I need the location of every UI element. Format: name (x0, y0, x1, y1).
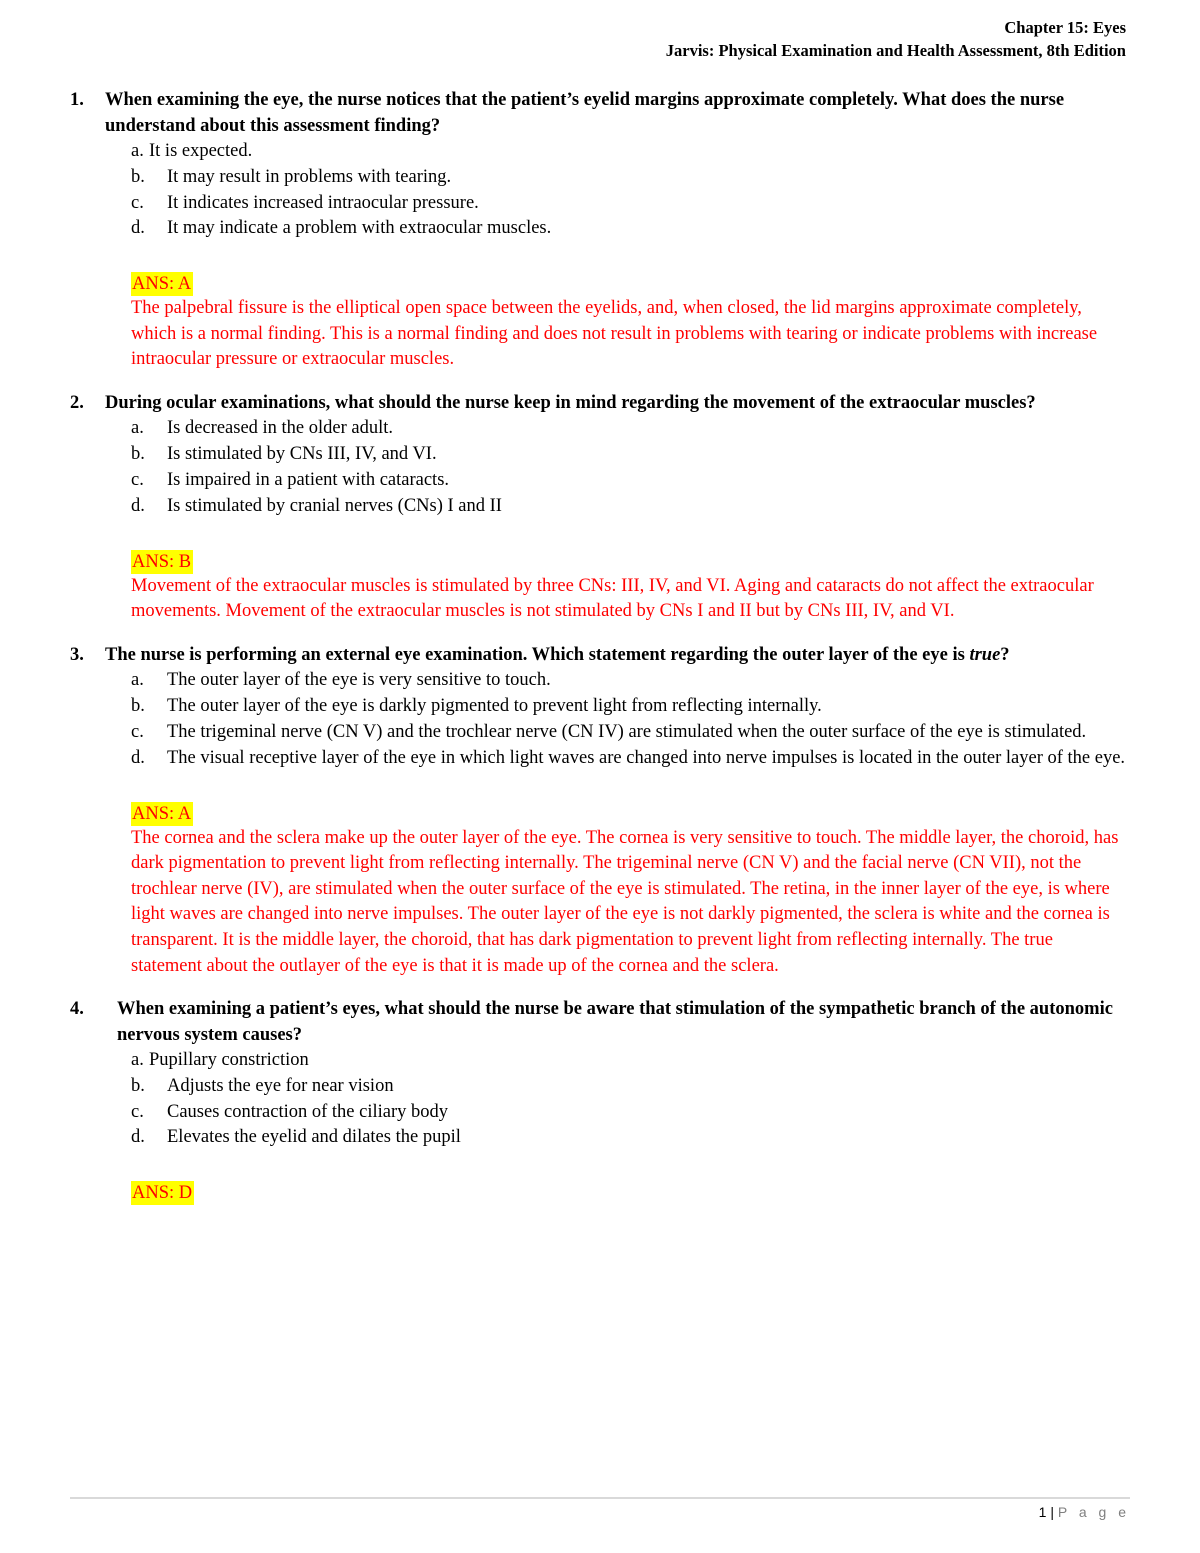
footer-divider (70, 1497, 1130, 1499)
option-letter: c. (131, 470, 144, 491)
option-text: The outer layer of the eye is very sensitive to touch. (167, 670, 551, 691)
question-text: When examining a patient’s eyes, what should the nurse be aware that stimulation of the sympathetic branch of the autonomic nervous system causes? (117, 999, 1113, 1045)
question-stem (70, 997, 1130, 1048)
option-text: It is expected. (149, 141, 253, 161)
option-d (131, 1125, 1130, 1151)
option-text: Pupillary constriction (149, 1050, 309, 1071)
option-d (131, 494, 1130, 520)
option-text: Causes contraction of the ciliary body (167, 1101, 449, 1122)
option-text: The outer layer of the eye is darkly pigmented to prevent light from reflecting internally. (167, 696, 822, 717)
page-header (666, 16, 1126, 62)
option-letter: d. (131, 495, 145, 516)
option-letter: d. (131, 1127, 145, 1148)
option-text: Elevates the eyelid and dilates the pupil (167, 1127, 461, 1148)
answer-block (131, 1181, 1130, 1205)
option-list (131, 668, 1130, 771)
question-3 (70, 643, 1130, 979)
answer-block (131, 802, 1130, 980)
option-c (131, 468, 1130, 494)
question-number: 3. (70, 644, 84, 665)
option-b (131, 1074, 1130, 1100)
option-text: Is stimulated by CNs III, IV, and VI. (167, 444, 437, 465)
option-list (131, 139, 1130, 242)
answer-rationale: Movement of the extraocular muscles is stimulated by three CNs: III, IV, and VI. Aging and cataracts do not affect the extraocular movements. Movement of the extraocular muscles is not stimulated by CNs I and II but by CNs III, IV, and VI. (131, 575, 1094, 622)
book-title: Jarvis: Physical Examination and Health Assessment, 8th Edition (665, 41, 1126, 60)
option-text: It may indicate a problem with extraocular muscles. (167, 218, 552, 239)
option-letter: b. (131, 696, 145, 717)
option-text: Is impaired in a patient with cataracts. (167, 470, 450, 491)
option-list (131, 1048, 1130, 1151)
question-stem (70, 88, 1130, 139)
question-1 (70, 88, 1130, 373)
option-text: It may result in problems with tearing. (167, 166, 452, 187)
option-b (131, 442, 1130, 468)
option-letter: a. (131, 1050, 144, 1071)
question-number: 2. (70, 392, 84, 413)
option-c (131, 191, 1130, 217)
option-text: Is stimulated by cranial nerves (CNs) I and II (167, 495, 502, 516)
option-text: The trigeminal nerve (CN V) and the trochlear nerve (CN IV) are stimulated when the outer surface of the eye is stimulated. (167, 721, 1087, 742)
option-letter: b. (131, 1075, 145, 1096)
option-letter: d. (131, 747, 145, 768)
answer-label: ANS: B (132, 551, 192, 572)
option-a (131, 416, 1130, 442)
question-4 (70, 997, 1130, 1205)
question-text: During ocular examinations, what should the nurse keep in mind regarding the movement of the extraocular muscles? (105, 392, 1036, 413)
chapter-title: Chapter 15: Eyes (1004, 18, 1126, 37)
question-text: When examining the eye, the nurse notices that the patient’s eyelid margins approximate completely. What does the nurse understand about this assessment finding? (105, 90, 1065, 136)
option-letter: a. (131, 670, 144, 691)
question-text-end: ? (1000, 644, 1010, 665)
option-c (131, 720, 1130, 746)
option-a (131, 668, 1130, 694)
option-letter: a. (131, 141, 144, 161)
option-letter: c. (131, 192, 144, 213)
question-text-main: The nurse is performing an external eye examination. Which statement regarding the outer layer of the eye is (105, 644, 970, 665)
option-d (131, 746, 1130, 772)
option-letter: b. (131, 444, 145, 465)
page-word: P a g e (1057, 1504, 1130, 1520)
option-text: The visual receptive layer of the eye in which light waves are changed into nerve impulses is located in the outer layer of the eye. (167, 747, 1126, 768)
option-letter: c. (131, 721, 144, 742)
option-text: Adjusts the eye for near vision (167, 1075, 394, 1096)
option-c (131, 1100, 1130, 1126)
answer-label: ANS: A (132, 274, 192, 295)
answer-block (131, 550, 1130, 625)
answer-rationale: The palpebral fissure is the elliptical open space between the eyelids, and, when closed, the lid margins approximate completely, which is a normal finding. This is a normal finding and does not result in problems with tearing or indicate problems with increase intraocular pressure or extraocular muscles. (131, 298, 1098, 370)
question-stem (70, 643, 1130, 669)
page-number: 1 (1038, 1504, 1047, 1520)
option-b (131, 694, 1130, 720)
question-text (105, 643, 1130, 669)
option-letter: a. (131, 418, 144, 439)
option-letter: d. (131, 218, 145, 239)
option-text: It indicates increased intraocular pressure. (167, 192, 479, 213)
option-a (131, 1048, 1130, 1074)
answer-label: ANS: D (132, 1183, 193, 1204)
option-b (131, 165, 1130, 191)
question-stem (70, 391, 1130, 417)
answer-rationale: The cornea and the sclera make up the outer layer of the eye. The cornea is very sensitive to touch. The middle layer, the choroid, has dark pigmentation to prevent light from reflecting internally. The trigeminal nerve (CN V) and the facial nerve (CN VII), not the trochlear nerve (IV), are stimulated when the outer surface of the eye is stimulated. The retina, in the inner layer of the eye, is where light waves are changed into nerve impulses. The outer layer of the eye is not darkly pigmented, the sclera is white and the cornea is transparent. It is the middle layer, the choroid, that has dark pigmentation to prevent light from reflecting internally. The true statement about the outlayer of the eye is that it is made up of the cornea and the sclera. (131, 827, 1119, 976)
question-number: 4. (70, 999, 84, 1020)
question-text-emphasis: true (969, 644, 1001, 665)
option-d (131, 216, 1130, 242)
option-text: Is decreased in the older adult. (167, 418, 394, 439)
option-letter: c. (131, 1101, 144, 1122)
option-a (131, 139, 1130, 165)
question-list (70, 88, 1130, 1223)
question-2 (70, 391, 1130, 625)
question-number: 1. (70, 90, 84, 110)
answer-block (131, 272, 1130, 373)
option-letter: b. (131, 166, 145, 187)
page-footer (1039, 1504, 1130, 1520)
option-list (131, 416, 1130, 519)
footer-separator: | (1050, 1504, 1054, 1520)
answer-label: ANS: A (132, 803, 192, 824)
